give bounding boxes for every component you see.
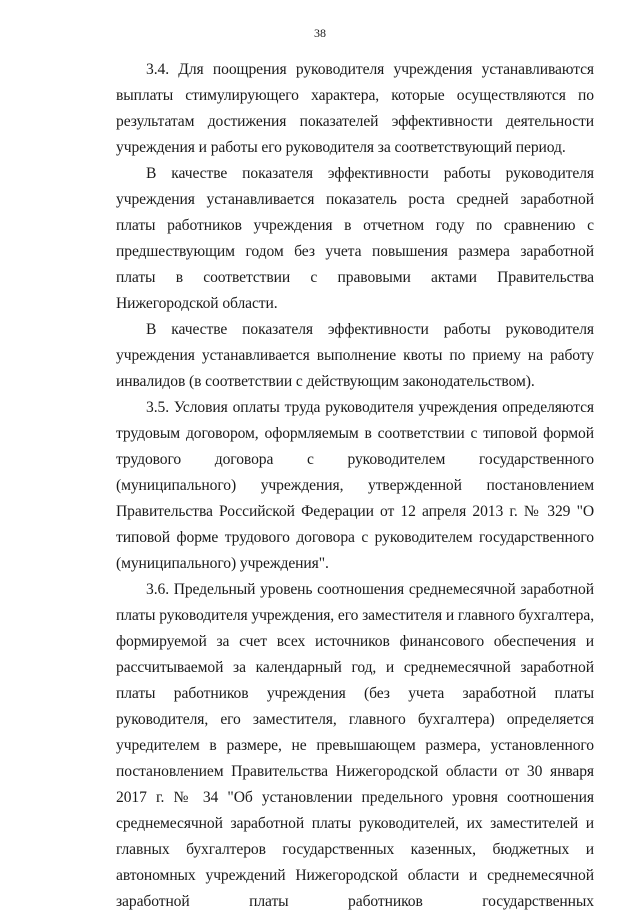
paragraph-indicator-disability-quota: В качестве показателя эффективности работы руководителя учреждения устанавливается выполнение квоты по приему на работу инвалидов (в соответствии с действующим законодательством). [116,321,594,390]
paragraph-3-6: 3.6. Предельный уровень соотношения среднемесячной заработной платы руководителя учреждения, его заместителя и главного бухгалтера, формируемой за счет всех источников финансового обеспечения и рассчитываемой за календарный год, и среднемесячной заработной платы работников учреждения (без учета заработной платы руководителя, его заместителя, главного бухгалтера) определяется учредителем в размере, не превышающем размера, установленного постановлением Правительства Нижегородской области от 30 января 2017 г. № 34 "Об установлении предельного уровня соотношения среднемесячной заработной платы руководителей, их заместителей и главных бухгалтеров государственных казенных, бюджетных и автономных учреждений Нижегородской области и среднемесячной заработной платы работников государственных [116,581,594,910]
page-number: 38 [314,26,326,40]
document-body [116,57,594,915]
paragraph-3-5: 3.5. Условия оплаты труда руководителя учреждения определяются трудовым договором, оформляемым в соответствии с типовой формой трудового договора с руководителем государственного (муниципального) учреждения, утвержденной постановлением Правительства Российской Федерации от 12 апреля 2013 г. № 329 "О типовой форме трудового договора с руководителем государственного (муниципального) учреждения". [116,399,594,572]
paragraph-3-4: 3.4. Для поощрения руководителя учреждения устанавливаются выплаты стимулирующего характера, которые осуществляются по результатам достижения показателей эффективности деятельности учреждения и работы его руководителя за соответствующий период. [116,61,594,156]
paragraph-indicator-salary-growth: В качестве показателя эффективности работы руководителя учреждения устанавливается показатель роста средней заработной платы работников учреждения в отчетном году по сравнению с предшествующим годом без учета повышения размера заработной платы в соответствии с правовыми актами Правительства Нижегородской области. [116,165,594,312]
